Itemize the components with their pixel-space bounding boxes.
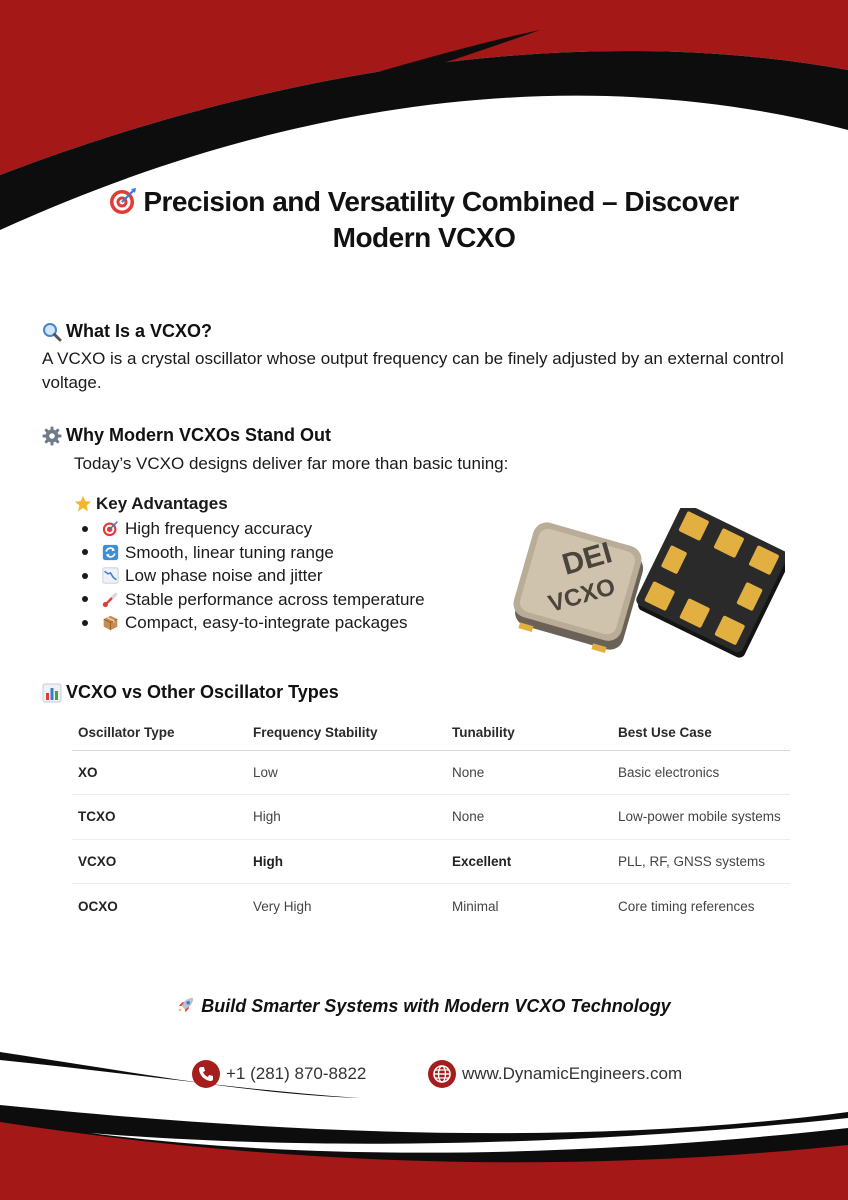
table-cell: Very High <box>253 898 312 914</box>
direct-hit-icon <box>109 187 137 215</box>
table-row <box>72 750 790 795</box>
advantages-heading-text: Key Advantages <box>96 494 228 513</box>
star-icon <box>74 495 92 513</box>
column-header: Oscillator Type <box>72 716 247 750</box>
list-item <box>82 517 425 541</box>
website-contact[interactable] <box>428 1060 682 1088</box>
magnifier-icon <box>42 322 62 342</box>
what-is-heading-text: What Is a VCXO? <box>66 321 213 341</box>
why-modern-heading <box>42 425 331 446</box>
table-cell: Basic electronics <box>612 750 790 795</box>
advantages-list <box>82 517 425 635</box>
comparison-heading <box>42 682 339 703</box>
table-cell: TCXO <box>72 795 247 840</box>
call-to-action <box>0 996 848 1017</box>
direct-hit-icon <box>102 520 119 537</box>
table-cell: Low-power mobile systems <box>612 795 790 840</box>
chip-back <box>632 508 785 658</box>
table-cell: XO <box>72 750 247 795</box>
advantage-text: Smooth, linear tuning range <box>125 542 334 562</box>
gear-icon <box>42 426 62 446</box>
phone-number[interactable]: +1 (281) 870-8822 <box>226 1064 367 1083</box>
list-item <box>82 564 425 588</box>
table-header-row <box>72 716 790 750</box>
advantages-heading <box>74 494 228 514</box>
comparison-table <box>72 716 792 928</box>
advantage-text: Low phase noise and jitter <box>125 566 323 585</box>
phone-icon <box>192 1060 220 1088</box>
table-cell: Excellent <box>446 839 612 884</box>
package-icon <box>102 614 119 631</box>
table-row <box>72 795 790 840</box>
table-cell: High <box>247 795 446 840</box>
what-is-heading <box>42 321 212 342</box>
why-modern-intro: Today’s VCXO designs deliver far more than basic tuning: <box>74 454 509 473</box>
thermometer-icon <box>102 591 119 608</box>
table-cell: Core timing references <box>618 898 755 914</box>
bullet <box>82 620 88 626</box>
website-link[interactable]: www.DynamicEngineers.com <box>462 1064 683 1083</box>
column-header: Frequency Stability <box>247 716 446 750</box>
list-item <box>82 541 425 565</box>
table-cell: Minimal <box>452 898 499 914</box>
what-is-body: A VCXO is a crystal oscillator whose output frequency can be finely adjusted by an external control voltage. <box>42 349 784 392</box>
arrows-cycle-icon <box>102 544 119 561</box>
table-cell: Low <box>247 750 446 795</box>
cta-text: Build Smarter Systems with Modern VCXO Technology <box>201 996 671 1016</box>
bar-chart-icon <box>42 683 62 703</box>
chip-label-line1: DEI <box>558 536 616 582</box>
phone-contact[interactable] <box>192 1060 366 1088</box>
table-cell: OCXO <box>78 898 118 914</box>
column-header: Best Use Case <box>612 716 790 750</box>
globe-icon <box>428 1060 456 1088</box>
table-cell: VCXO <box>72 839 247 884</box>
bullet <box>82 596 88 602</box>
table-cell: High <box>247 839 446 884</box>
list-item <box>82 611 425 635</box>
page-title-text: Precision and Versatility Combined – Discover Modern VCXO <box>143 186 739 253</box>
advantage-text: Stable performance across temperature <box>125 589 425 609</box>
rocket-icon <box>177 996 195 1014</box>
page-title <box>60 184 788 256</box>
why-modern-heading-text: Why Modern VCXOs Stand Out <box>66 425 332 445</box>
comparison-heading-text: VCXO vs Other Oscillator Types <box>66 682 339 702</box>
bullet <box>82 549 88 555</box>
table-row <box>72 839 790 884</box>
chip-label-line2: VCXO <box>545 573 619 618</box>
column-header: Tunability <box>446 716 612 750</box>
advantage-text: Compact, easy-to-integrate packages <box>125 613 408 632</box>
chart-decreasing-icon <box>102 567 119 584</box>
table-cell: PLL, RF, GNSS systems <box>612 839 790 884</box>
advantage-text: High frequency accuracy <box>125 519 313 538</box>
table-cell: None <box>446 750 612 795</box>
table-cell: None <box>446 795 612 840</box>
table-row <box>72 884 790 929</box>
bullet <box>82 573 88 579</box>
list-item <box>82 588 425 612</box>
bullet <box>82 526 88 532</box>
vcxo-chip-image <box>505 508 785 658</box>
